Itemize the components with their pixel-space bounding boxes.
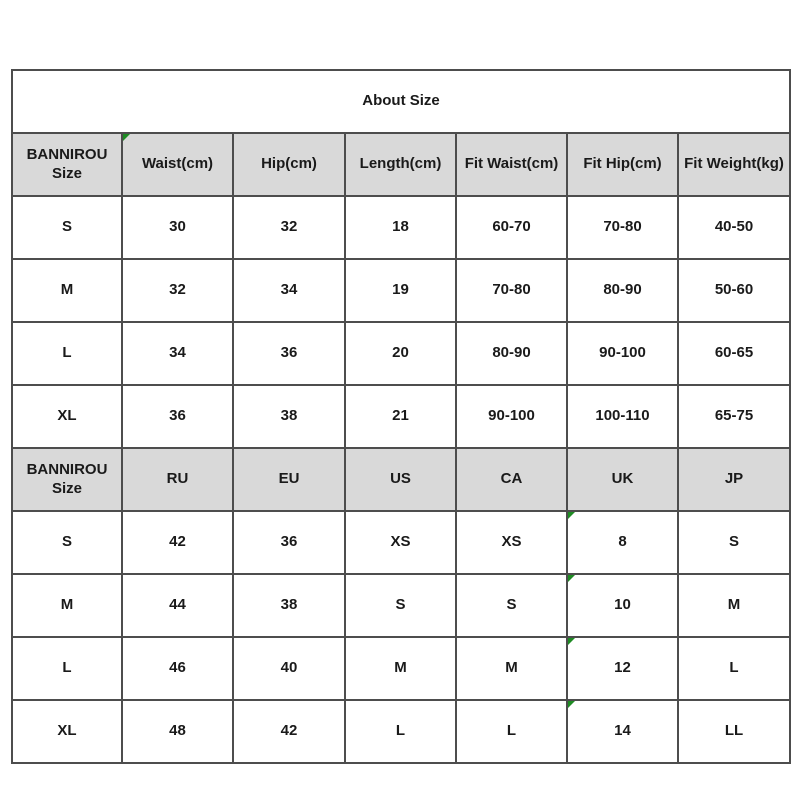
value-cell: LL [678,700,790,763]
value-cell: XS [345,511,456,574]
column-header: Fit Waist(cm) [456,133,567,196]
value-cell: 90-100 [567,322,678,385]
column-header: CA [456,448,567,511]
table-row [12,259,790,322]
value-cell: S [678,511,790,574]
column-header: Length(cm) [345,133,456,196]
column-header: BANNIROU Size [12,448,122,511]
size-conversion-header-row [12,448,790,511]
value-cell: 34 [233,259,345,322]
table-row [12,700,790,763]
value-cell: 70-80 [567,196,678,259]
value-cell: 20 [345,322,456,385]
column-header: US [345,448,456,511]
value-cell: XS [456,511,567,574]
column-header: JP [678,448,790,511]
value-cell: 14 [567,700,678,763]
page-title: About Size [12,70,790,133]
value-cell: 60-65 [678,322,790,385]
value-cell: 80-90 [567,259,678,322]
table-row [12,385,790,448]
value-cell: 42 [233,700,345,763]
size-label-cell: M [12,259,122,322]
size-label-cell: L [12,637,122,700]
column-header: Fit Weight(kg) [678,133,790,196]
size-label-cell: S [12,196,122,259]
value-cell: M [678,574,790,637]
value-cell: 60-70 [456,196,567,259]
value-cell: 46 [122,637,233,700]
value-cell: 34 [122,322,233,385]
column-header: RU [122,448,233,511]
table-row [12,511,790,574]
value-cell: 40 [233,637,345,700]
size-label-cell: S [12,511,122,574]
value-cell: 36 [122,385,233,448]
value-cell: 8 [567,511,678,574]
value-cell: L [345,700,456,763]
value-cell: 42 [122,511,233,574]
value-cell: 80-90 [456,322,567,385]
value-cell: 90-100 [456,385,567,448]
size-label-cell: XL [12,385,122,448]
value-cell: L [456,700,567,763]
value-cell: 38 [233,385,345,448]
column-header: EU [233,448,345,511]
size-label-cell: M [12,574,122,637]
value-cell: 12 [567,637,678,700]
value-cell: 21 [345,385,456,448]
size-label-cell: L [12,322,122,385]
value-cell: S [456,574,567,637]
value-cell: 48 [122,700,233,763]
value-cell: 18 [345,196,456,259]
value-cell: 40-50 [678,196,790,259]
table-row [12,574,790,637]
table-row [12,196,790,259]
value-cell: M [456,637,567,700]
column-header: Waist(cm) [122,133,233,196]
value-cell: S [345,574,456,637]
value-cell: L [678,637,790,700]
value-cell: 19 [345,259,456,322]
table-row [12,637,790,700]
column-header: UK [567,448,678,511]
value-cell: M [345,637,456,700]
size-label-cell: XL [12,700,122,763]
value-cell: 32 [122,259,233,322]
value-cell: 65-75 [678,385,790,448]
value-cell: 70-80 [456,259,567,322]
column-header: BANNIROU Size [12,133,122,196]
value-cell: 38 [233,574,345,637]
value-cell: 50-60 [678,259,790,322]
value-cell: 100-110 [567,385,678,448]
value-cell: 44 [122,574,233,637]
value-cell: 36 [233,322,345,385]
column-header: Fit Hip(cm) [567,133,678,196]
value-cell: 10 [567,574,678,637]
size-chart-table [11,69,791,764]
title-row [12,70,790,133]
value-cell: 32 [233,196,345,259]
value-cell: 30 [122,196,233,259]
metric-sizes-header-row [12,133,790,196]
value-cell: 36 [233,511,345,574]
column-header: Hip(cm) [233,133,345,196]
table-row [12,322,790,385]
